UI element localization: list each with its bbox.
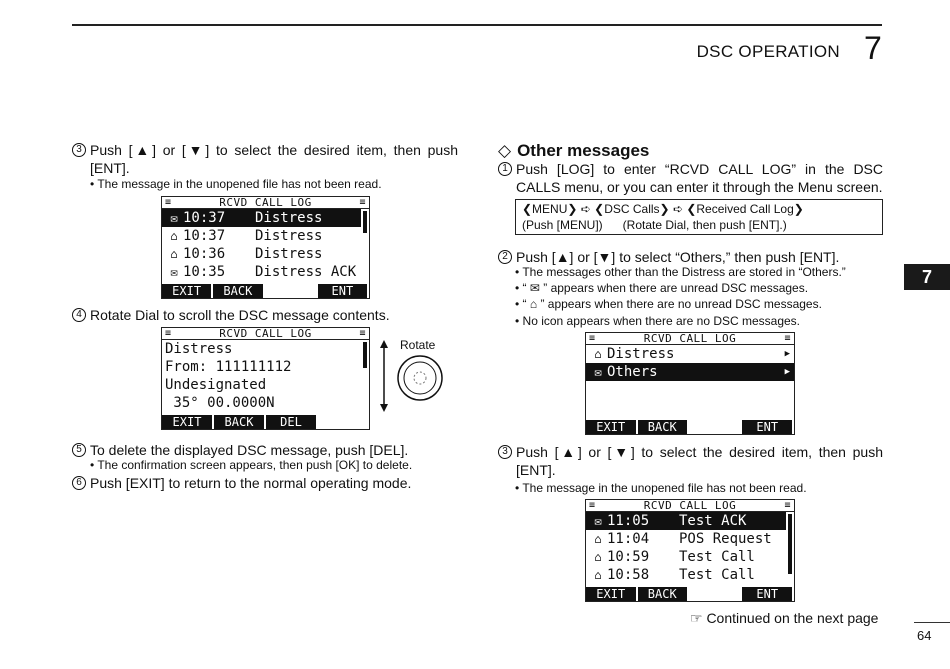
open-envelope-icon: ⌂ <box>594 532 602 546</box>
continued-note: ☞ Continued on the next page <box>690 610 879 626</box>
list-item <box>162 227 369 245</box>
lcd-title: RCVD CALL LOG <box>643 499 737 512</box>
item-label: Test Call <box>679 549 755 565</box>
menu-icon: ≡ <box>784 500 791 511</box>
right-step-1 <box>498 160 883 196</box>
section-heading <box>498 141 649 161</box>
item-time: 10:35 <box>183 264 226 280</box>
step-text: Rotate Dial to scroll the DSC message contents. <box>90 307 390 323</box>
softkey-empty <box>689 420 740 434</box>
right-note-2c: • “ ⌂ ” appears when there are no unread DSC messages. <box>515 297 822 311</box>
softkey-exit: EXIT <box>162 415 212 429</box>
list-item <box>162 263 369 281</box>
softkey-back: BACK <box>638 420 688 434</box>
item-label: Test ACK <box>679 513 747 529</box>
softkey-back: BACK <box>214 415 264 429</box>
softkey-bar <box>162 415 369 429</box>
lcd-call-log-categories <box>585 332 795 435</box>
softkey-ent: ENT <box>742 587 792 601</box>
item-time: 10:59 <box>607 549 650 565</box>
list-item <box>586 548 794 566</box>
item-time: 10:37 <box>183 228 226 244</box>
item-time: 10:37 <box>183 210 226 226</box>
step-number: 5 <box>72 443 86 457</box>
open-envelope-icon: ⌂ <box>594 347 602 361</box>
item-label: Test Call <box>679 567 755 583</box>
open-envelope-icon: ⌂ <box>594 550 602 564</box>
lcd-title: RCVD CALL LOG <box>219 196 312 209</box>
softkey-bar <box>162 284 369 298</box>
lcd-title: RCVD CALL LOG <box>219 327 312 340</box>
softkey-exit: EXIT <box>586 420 636 434</box>
left-note-5: • The confirmation screen appears, then push [OK] to delete. <box>90 458 413 472</box>
item-time: 10:36 <box>183 246 226 262</box>
scrollbar <box>363 342 367 368</box>
open-envelope-icon: ⌂ <box>594 568 602 582</box>
list-item <box>162 209 361 227</box>
menu-icon: ≡ <box>359 328 366 339</box>
page-number: 64 <box>917 628 932 643</box>
rotate-label: Rotate <box>400 338 436 352</box>
list-item <box>586 512 786 530</box>
softkey-exit: EXIT <box>162 284 211 298</box>
softkey-empty <box>689 587 740 601</box>
top-rule <box>72 24 882 26</box>
step-number: 3 <box>498 445 512 459</box>
item-time: 11:05 <box>607 513 650 529</box>
chapter-number: 7 <box>864 30 882 66</box>
chapter-side-tab: 7 <box>904 264 950 290</box>
envelope-icon: ✉ <box>170 211 178 225</box>
lcd-header <box>162 197 369 209</box>
softkey-bar <box>586 587 794 601</box>
item-label: Distress ACK <box>255 264 357 280</box>
right-note-2a: • The messages other than the Distress are stored in “Others.” <box>515 265 846 279</box>
item-label: Others <box>607 364 658 380</box>
lcd-call-log-others <box>585 499 795 602</box>
list-item <box>586 363 794 381</box>
menu-icon: ≡ <box>589 333 596 344</box>
item-time: 10:58 <box>607 567 650 583</box>
item-time: 11:04 <box>607 531 650 547</box>
softkey-exit: EXIT <box>586 587 636 601</box>
menu-icon: ≡ <box>589 500 596 511</box>
softkey-ent: ENT <box>742 420 792 434</box>
softkey-ent: ENT <box>318 284 367 298</box>
diamond-icon: ◇ <box>498 141 512 160</box>
item-label: Distress <box>255 228 323 244</box>
menu-icon: ≡ <box>784 333 791 344</box>
item-label: POS Request <box>679 531 772 547</box>
step-number: 3 <box>72 143 86 157</box>
message-line: 35° 00.0000N <box>165 395 275 411</box>
open-envelope-icon: ⌂ <box>170 229 178 243</box>
envelope-icon: ✉ <box>594 514 602 528</box>
step-number: 2 <box>498 250 512 264</box>
menu-path-hint: (Push [MENU]) (Rotate Dial, then push [ENT].) <box>522 218 787 232</box>
left-step-4 <box>72 306 458 324</box>
list-item <box>586 566 794 584</box>
list-item <box>162 245 369 263</box>
step-text: To delete the displayed DSC message, push [DEL]. <box>90 442 409 458</box>
scrollbar <box>363 211 367 233</box>
menu-path: ❮MENU❯ ➪ ❮DSC Calls❯ ➪ ❮Received Call Log❯ <box>522 202 804 216</box>
menu-icon: ≡ <box>359 197 366 208</box>
chevron-right-icon: ▶ <box>784 349 790 359</box>
message-line: Undesignated <box>165 377 267 393</box>
right-step-3 <box>498 443 883 479</box>
chapter-title: DSC OPERATION <box>696 42 840 61</box>
left-note-3: • The message in the unopened file has not been read. <box>90 177 382 191</box>
right-step-2 <box>498 248 883 266</box>
scrollbar <box>788 514 792 574</box>
step-text: Push [▲] or [▼] to select the desired item, then push [ENT]. <box>516 444 883 478</box>
lcd-header <box>162 328 369 340</box>
page-number-rule <box>914 622 950 623</box>
step-text: Push [EXIT] to return to the normal operating mode. <box>90 475 412 491</box>
open-envelope-icon: ⌂ <box>170 247 178 261</box>
right-note-2d: • No icon appears when there are no DSC messages. <box>515 314 801 328</box>
step-text: Push [▲] or [▼] to select the desired item, then push [ENT]. <box>90 142 458 176</box>
message-line: Distress <box>165 341 233 357</box>
softkey-back: BACK <box>213 284 262 298</box>
list-item <box>586 530 794 548</box>
lcd-message-contents <box>161 327 370 430</box>
item-label: Distress <box>607 346 675 362</box>
envelope-icon: ✉ <box>170 265 178 279</box>
chevron-right-icon: ▶ <box>784 367 790 377</box>
step-text: Push [▲] or [▼] to select “Others,” then push [ENT]. <box>516 249 840 265</box>
lcd-header <box>586 500 794 512</box>
softkey-del: DEL <box>266 415 316 429</box>
item-label: Distress <box>255 246 323 262</box>
softkey-empty <box>265 284 316 298</box>
step-number: 4 <box>72 308 86 322</box>
left-step-3 <box>72 141 458 177</box>
softkey-back: BACK <box>638 587 688 601</box>
menu-icon: ≡ <box>165 197 172 208</box>
right-note-2b: • “ ✉ ” appears when there are unread DSC messages. <box>515 281 809 295</box>
step-number: 1 <box>498 162 512 176</box>
list-item <box>586 345 794 363</box>
menu-icon: ≡ <box>165 328 172 339</box>
softkey-bar <box>586 420 794 434</box>
lcd-call-log-distress <box>161 196 370 299</box>
message-line: From: 111111112 <box>165 359 292 375</box>
lcd-header <box>586 333 794 345</box>
menu-path-box <box>515 199 883 235</box>
left-step-5 <box>72 441 458 459</box>
rotate-dial-icon <box>374 338 454 414</box>
heading-text: Other messages <box>517 141 650 160</box>
left-step-6 <box>72 474 458 492</box>
step-text: Push [LOG] to enter “RCVD CALL LOG” in the DSC CALLS menu, or you can enter it through the Menu screen. <box>516 161 883 195</box>
item-label: Distress <box>255 210 323 226</box>
envelope-icon: ✉ <box>594 365 602 379</box>
lcd-title: RCVD CALL LOG <box>643 332 737 345</box>
step-number: 6 <box>72 476 86 490</box>
right-note-3: • The message in the unopened file has not been read. <box>515 481 807 495</box>
